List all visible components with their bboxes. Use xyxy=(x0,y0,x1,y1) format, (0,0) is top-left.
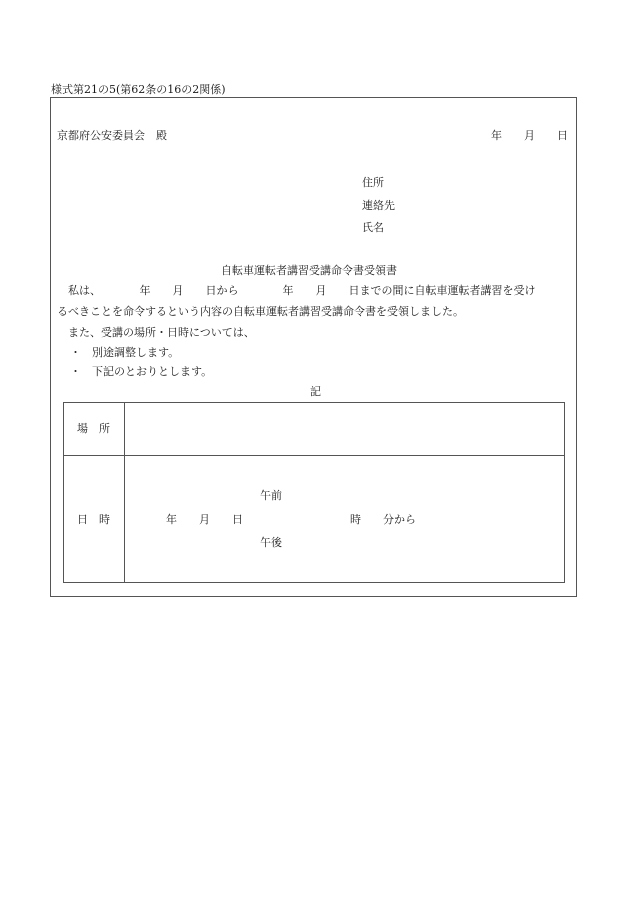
body-line-2: るべきことを命令するという内容の自転車運転者講習受講命令書を受領しました。 xyxy=(57,305,464,318)
date-top xyxy=(491,130,568,141)
am-label: 午前 xyxy=(260,489,282,502)
pm-label: 午後 xyxy=(260,536,282,549)
date-year: 年 xyxy=(491,129,502,142)
name-label: 氏名 xyxy=(362,221,384,234)
table-column-divider xyxy=(124,403,125,582)
form-reference: 様式第21の5(第62条の16の2関係) xyxy=(51,83,226,96)
bullet-option-2: ・ 下記のとおりとします。 xyxy=(70,365,213,378)
datetime-label: 日 時 xyxy=(77,513,110,526)
contact-label: 連絡先 xyxy=(362,199,395,212)
hour-minute-label: 時 分から xyxy=(350,513,416,526)
addressee: 京都府公安委員会 殿 xyxy=(57,129,167,142)
place-label: 場 所 xyxy=(77,422,110,435)
body-line-1: 私は、 年 月 日から 年 月 日までの間に自転車運転者講習を受け xyxy=(68,284,536,297)
date-day: 日 xyxy=(557,129,568,142)
date-month: 月 xyxy=(524,129,535,142)
document-title: 自転車運転者講習受講命令書受領書 xyxy=(221,264,397,277)
body-line-3: また、受講の場所・日時については、 xyxy=(68,326,255,339)
bullet-option-1: ・ 別途調整します。 xyxy=(70,346,180,359)
datetime-ymd: 年 月 日 xyxy=(166,513,243,526)
ki-heading: 記 xyxy=(310,385,321,398)
details-table xyxy=(63,402,565,583)
table-row-divider xyxy=(64,455,564,456)
address-label: 住所 xyxy=(362,176,384,189)
